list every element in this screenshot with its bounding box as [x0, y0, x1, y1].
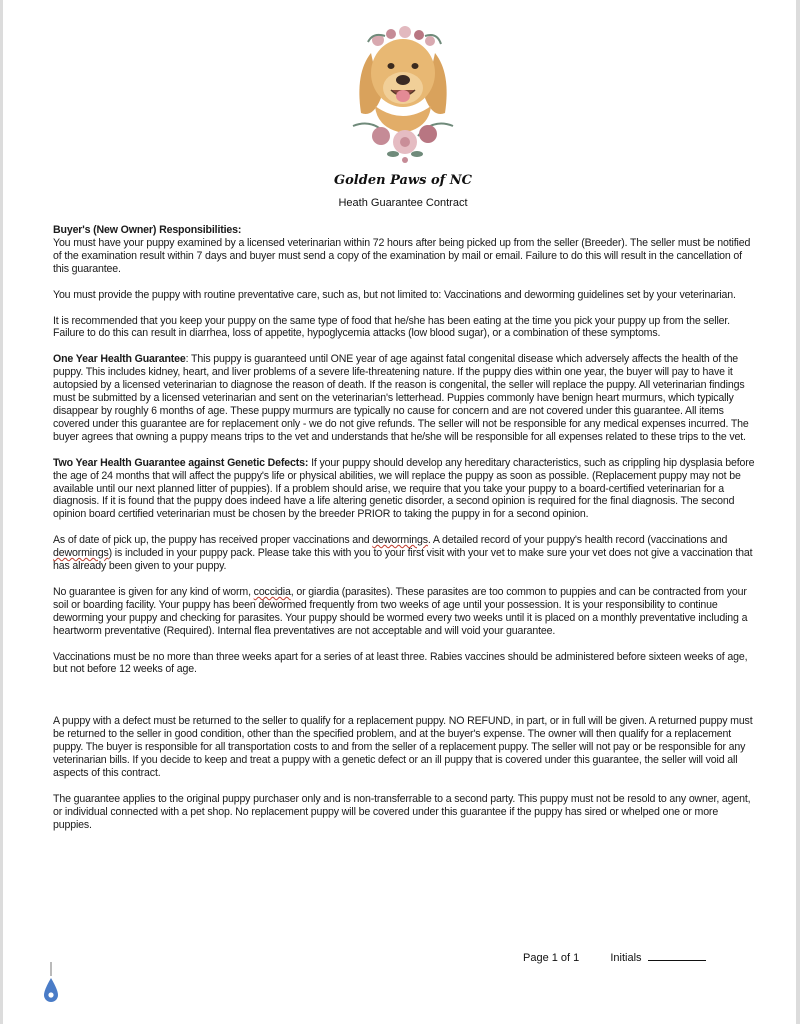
vaccination-schedule-paragraph: Vaccinations must be no more than three weeks apart for a series of at least three. Rabies vaccines should be administered before sixteen weeks of age, but not before 12 weeks of age. — [53, 650, 748, 676]
spellcheck-word: coccidia — [253, 585, 291, 598]
page-number: Page 1 of 1 — [523, 952, 580, 964]
text-run: As of date of pick up, the puppy has received proper vaccinations and — [53, 534, 373, 547]
two-year-guarantee-section — [53, 457, 758, 522]
text-run: No guarantee is given for any kind of worm, — [53, 585, 254, 598]
buyer-paragraph-2: You must provide the puppy with routine preventative care, such as, but not limited to: Vaccinations and deworming guidelines set by your veterinarian. — [53, 288, 736, 301]
vaccination-record-paragraph — [53, 534, 758, 573]
contract-body — [53, 224, 758, 845]
brand-name: Golden Paws of NC — [334, 173, 472, 188]
buyer-responsibilities-section — [53, 224, 758, 276]
page-footer — [523, 950, 706, 964]
one-year-guarantee-section — [53, 353, 758, 443]
golden-retriever-logo-icon — [333, 18, 473, 168]
text-run: ) is included in your puppy pack. Please take this with you to your first visit with your vet to make sure your vet does not give a vaccination that has already been given to your puppy. — [53, 547, 753, 573]
defect-return-paragraph: A puppy with a defect must be returned to the seller to qualify for a replacement puppy. NO REFUND, in part, or in full will be given. A returned puppy must be returned to the seller in good condition, other than the specified problem, and at the buyer's expense. The owner will then qualify for a replacement puppy. The buyer is responsible for all transportation costs to and from the seller of a replacement puppy. The seller will not pay or be responsible for any veterinarian bills. If you decide to keep and treat a puppy with a genetic defect or an ill puppy that is covered under this guarantee, the seller will void all aspects of this contract. — [53, 715, 753, 779]
buyer-paragraph-3: It is recommended that you keep your puppy on the same type of food that he/she has been eating at the time you pick your puppy up from the seller. Failure to do this can result in diarrhea, loss of appetite, hypoglycemia attacks (low blood sugar), or a combination of these symptoms. — [53, 314, 730, 340]
spellcheck-word: dewormings — [53, 547, 109, 560]
document-page — [3, 0, 796, 1024]
text-selection-handle-icon[interactable] — [41, 962, 61, 1012]
one-year-guarantee-heading: One Year Health Guarantee — [53, 353, 186, 366]
one-year-guarantee-text: : This puppy is guaranteed until ONE year of age against fatal congenital disease which adversely affects the health of the puppy. This includes kidney, heart, and liver problems of a severe life-threatening nature. If the puppy dies within one year, the buyer will pay to have it autopsied by a licensed veterinarian to diagnose the reason of death. If the reason is congenital, the seller will replace the puppy. All veterinarian findings must be submitted by a licensed veterinarian and sent on the veterinarian's letterhead. Puppies commonly have benign heart murmurs, which typically disappear by roughly 6 months of age. These puppy murmurs are typically no cause for concern and are not covered under this guarantee. All items covered under this guarantee are for replacement only - we do not give refunds. The seller will not be responsible for any medical expenses incurred. The buyer agrees that owning a puppy means trips to the vet and understands that he/she will be responsible for all expenses related to these trips to the vet. — [53, 353, 749, 443]
non-transferable-paragraph: The guarantee applies to the original puppy purchaser only and is non-transferrable to a second party. This puppy must not be resold to any owner, agent, or individual connected with a pet shop. No replacement puppy will be covered under this guarantee if the puppy has sired or whelped one or more puppies. — [53, 792, 751, 831]
document-title: Heath Guarantee Contract — [338, 197, 468, 209]
two-year-guarantee-text: If your puppy should develop any hereditary characteristics, such as crippling hip dysplasia before the age of 24 months that will affect the puppy's life or physical abilities, we will replace the puppy as soon as possible. (Replacement puppy may not be available until our next planned litter of puppies). If a problem should arise, we require that you take your puppy to a board-certified veterinarian for a diagnosis. If it is found that the puppy does indeed have a life altering genetic disorder, a second opinion is required for the final diagnosis. The second opinion board certified veterinarian must be chosen by the breeder PRIOR to taking the puppy in for a second opinion. — [53, 456, 755, 521]
spellcheck-word: dewormings — [372, 534, 428, 547]
buyer-paragraph-1: You must have your puppy examined by a licensed veterinarian within 72 hours after being picked up from the seller (Breeder). The seller must be notified of the examination result within 7 days and buyer must send a copy of the examination by mail or email. Failure to do this will result in the cancellation of this guarantee. — [53, 236, 751, 275]
text-run: . A detailed record of your puppy's health record (vaccinations and — [427, 534, 728, 547]
parasite-paragraph — [53, 586, 758, 638]
two-year-guarantee-heading: Two Year Health Guarantee against Genetic Defects: — [53, 456, 309, 469]
text-run: , or giardia (parasites). These parasites are too common to puppies and can be contracted from your soil or boarding facility. Your puppy has been dewormed frequently from two weeks of age until your possession. It is your responsibility to continue deworming your puppy and checking for parasites. Your puppy should be wormed every two weeks until it is placed on a monthly preventative including a heartworm preventative (Required). Internal flea preventatives are not acceptable and will void your guarantee. — [53, 585, 748, 637]
buyer-responsibilities-heading: Buyer's (New Owner) Responsibilities: — [53, 224, 242, 236]
initials-field[interactable] — [648, 950, 706, 961]
initials-label: Initials — [610, 952, 642, 964]
